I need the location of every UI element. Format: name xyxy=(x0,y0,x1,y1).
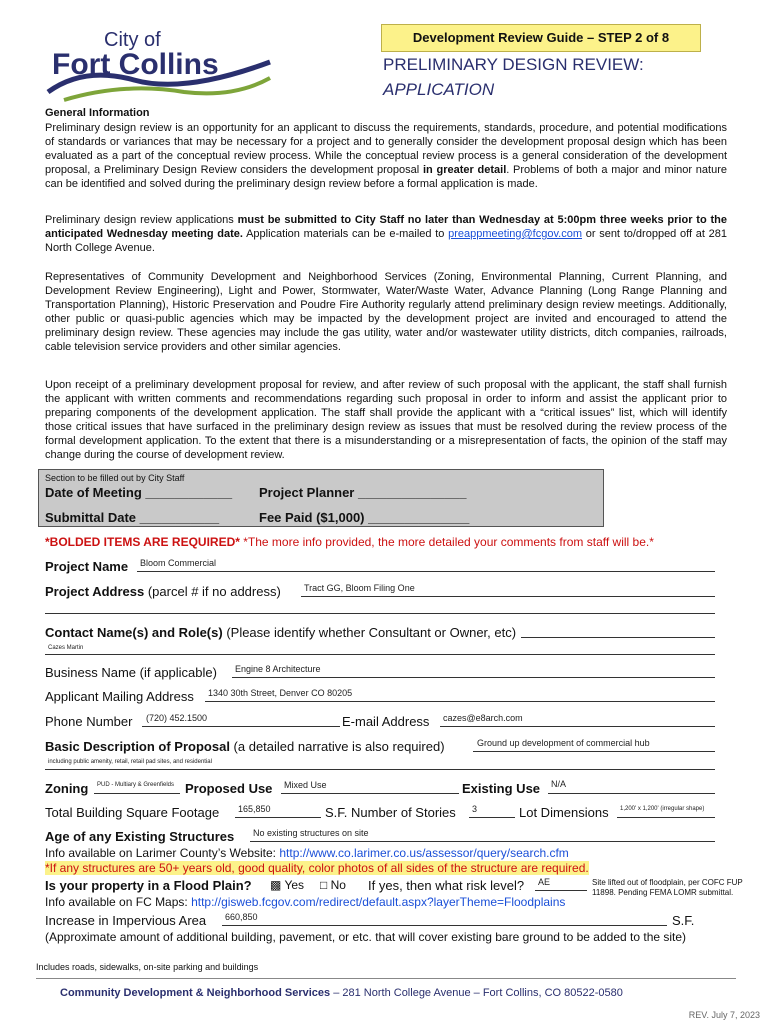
p2-bold: must be submitted to City Staff no later than Wednesday at 5:00pm three weeks prior to the anticipated Wednesday meeting date. xyxy=(45,214,727,240)
email-input[interactable] xyxy=(440,726,715,727)
flood-note: Site lifted out of floodplain, per COFC FUP 11898. Pending FEMA LOMR submittal. xyxy=(592,878,743,897)
existing-use-label-text: Existing Use xyxy=(462,781,541,796)
impervious-label: Increase in Impervious Area xyxy=(45,913,207,928)
p2-text-a: Preliminary design review applications xyxy=(45,214,238,226)
project-address-label xyxy=(45,584,281,599)
mailing-address-label: Applicant Mailing Address xyxy=(45,689,194,704)
risk-level-label: If yes, then what risk level? xyxy=(368,878,525,893)
contact-label-text: Contact Name(s) and Role(s) xyxy=(45,625,223,640)
proposed-use-label xyxy=(185,781,272,796)
project-address-input-2[interactable] xyxy=(45,613,715,614)
staff-section xyxy=(38,469,604,527)
existing-use-value: N/A xyxy=(551,779,567,789)
sqft-label: Total Building Square Footage xyxy=(45,805,220,820)
impervious-unit: S.F. xyxy=(672,913,695,928)
lot-dimensions-label: Lot Dimensions xyxy=(519,805,609,820)
business-name-input[interactable] xyxy=(232,677,715,678)
email-link[interactable]: preappmeeting@fcgov.com xyxy=(448,228,582,240)
description-label-text: Basic Description of Proposal xyxy=(45,739,230,754)
sqft-value: 165,850 xyxy=(238,804,271,814)
lot-dimensions-input[interactable] xyxy=(617,817,715,818)
p2-text-d: or sent to/dropped off at 281 North College Avenue. xyxy=(45,228,727,254)
project-planner-field[interactable]: Project Planner _______________ xyxy=(259,485,467,500)
email-value: cazes@e8arch.com xyxy=(443,713,523,723)
mailing-address-input[interactable] xyxy=(205,701,715,702)
footer-note: Includes roads, sidewalks, on-site parking and buildings xyxy=(36,962,259,972)
page-subtitle: APPLICATION xyxy=(383,80,495,99)
submittal-date-field[interactable]: Submittal Date ___________ xyxy=(45,510,220,525)
stories-label: S.F. Number of Stories xyxy=(325,805,456,820)
p1-text-a: Preliminary design review is an opportunity for an applicant to discuss the requirements, standards, procedure, and potential modifications of standards or variances that may be necessary for a project and to generally consider the development proposal design which has been evaluated as a part of the conceptual review process. While the conceptual review process is a general consideration of the development proposal, a Preliminary Design Review considers the development proposal xyxy=(45,122,727,176)
email-label: E-mail Address xyxy=(342,714,430,729)
project-address-input[interactable] xyxy=(301,596,715,597)
flood-plain-label xyxy=(45,878,252,893)
required-rest: *The more info provided, the more detailed your comments from staff will be.* xyxy=(239,535,654,549)
p2-text-c: Application materials can be e-mailed to xyxy=(242,228,449,240)
phone-input[interactable] xyxy=(142,726,340,727)
required-note xyxy=(45,535,654,549)
larimer-link[interactable]: http://www.co.larimer.co.us/assessor/query/search.cfm xyxy=(279,846,569,860)
fee-paid-field[interactable]: Fee Paid ($1,000) ______________ xyxy=(259,510,470,525)
age-label xyxy=(45,829,234,844)
zoning-value: PUD - Multiary & Greenfields xyxy=(97,782,175,788)
impervious-value: 660,850 xyxy=(225,912,258,922)
logo-line2: Fort Collins xyxy=(52,48,219,81)
required-bold: *BOLDED ITEMS ARE REQUIRED* xyxy=(45,535,240,549)
flood-no-option[interactable] xyxy=(320,878,346,892)
staff-caption: Section to be filled out by City Staff xyxy=(45,473,185,483)
general-paragraph-2 xyxy=(45,213,727,255)
revision-date: REV. July 7, 2023 xyxy=(688,1010,760,1020)
checked-box-icon: ▩ xyxy=(270,878,282,892)
risk-level-value: AE xyxy=(538,877,551,887)
impervious-input[interactable] xyxy=(222,925,667,926)
description-value: Ground up development of commercial hub xyxy=(477,738,650,748)
fc-maps-link[interactable]: http://gisweb.fcgov.com/redirect/default.aspx?layerTheme=Floodplains xyxy=(191,895,566,909)
footer-address xyxy=(60,987,623,999)
zoning-input[interactable] xyxy=(94,793,180,794)
zoning-label-text: Zoning xyxy=(45,781,89,796)
description-input-2[interactable] xyxy=(45,769,715,770)
proposed-use-value: Mixed Use xyxy=(284,780,327,790)
project-name-label-text: Project Name xyxy=(45,559,129,574)
step-banner: Development Review Guide – STEP 2 of 8 xyxy=(381,24,701,52)
general-paragraph-3: Representatives of Community Development and Neighborhood Services (Zoning, Environmental Planning, Current Planning, and Development Review Engineering), Light and Power, Stormwater, Water/Waste Water, Advance Planning (Long Range Planning and Transportation Planning), Historic Preservation and Poudre Fire Authority regularly attend preliminary design review meetings. Additionally, other public or quasi-public agencies which may be impacted by the development project are invited and encouraged to attend the preliminary design review. These agencies may include the gas utility, water and/or wastewater utility districts, ditch companies, railroads, cable television service providers and other similar agencies. xyxy=(45,271,727,353)
p1-bold: in greater detail xyxy=(422,164,507,176)
city-logo xyxy=(44,22,274,104)
p1-text-c: . Problems of both a major and minor nature can be identified and solved during the preliminary design review before a formal application is made. xyxy=(45,164,727,190)
lot-dimensions-value: 1,200' x 1,200' (irregular shape) xyxy=(620,806,705,812)
larimer-info xyxy=(45,846,569,860)
flood-no-label: No xyxy=(327,878,346,892)
existing-use-input[interactable] xyxy=(548,793,715,794)
impervious-note: (Approximate amount of additional building, pavement, or etc. that will cover existing bare ground to be added to the site) xyxy=(45,930,687,944)
business-name-label: Business Name (if applicable) xyxy=(45,665,217,680)
project-address-paren: (parcel # if no address) xyxy=(144,584,281,599)
contact-label xyxy=(45,625,516,640)
description-input[interactable] xyxy=(473,751,715,752)
mailing-address-value: 1340 30th Street, Denver CO 80205 xyxy=(208,688,353,698)
flood-yes-label: Yes xyxy=(281,878,305,892)
zoning-label xyxy=(45,781,88,796)
fifty-years-note: *If any structures are 50+ years old, good quality, color photos of all sides of the structure are required. xyxy=(45,861,589,875)
flood-plain-label-text: Is your property in a Flood Plain? xyxy=(45,878,252,893)
unchecked-box-icon: □ xyxy=(320,878,328,892)
description-paren: (a detailed narrative is also required) xyxy=(229,739,445,754)
project-name-input[interactable] xyxy=(137,571,715,572)
date-of-meeting-field[interactable]: Date of Meeting ____________ xyxy=(45,485,233,500)
project-name-label xyxy=(45,559,128,574)
general-paragraph-1 xyxy=(45,121,727,191)
fc-maps-info xyxy=(45,895,565,909)
description-label xyxy=(45,739,445,754)
general-info-heading: General Information xyxy=(45,107,150,119)
contact-paren: (Please identify whether Consultant or Owner, etc) xyxy=(222,625,517,640)
logo-line1: City of xyxy=(104,29,161,51)
proposed-use-label-text: Proposed Use xyxy=(185,781,273,796)
proposed-use-input[interactable] xyxy=(281,793,459,794)
footer-dept: Community Development & Neighborhood Services xyxy=(60,987,331,999)
stories-value: 3 xyxy=(472,804,478,814)
stories-input[interactable] xyxy=(469,817,515,818)
contact-input-2[interactable] xyxy=(45,654,715,655)
existing-use-label xyxy=(462,781,540,796)
footer-divider xyxy=(36,978,736,979)
page-title: PRELIMINARY DESIGN REVIEW: xyxy=(383,55,644,74)
project-address-label-text: Project Address xyxy=(45,584,145,599)
contact-input[interactable] xyxy=(521,637,715,638)
phone-value: (720) 452.1500 xyxy=(146,713,208,723)
general-paragraph-4: Upon receipt of a preliminary development proposal for review, and after review of such proposal with the applicant, the staff shall furnish the applicant with written comments and recommendations regarding such proposal in order to inform and assist the applicant prior to preparing components of the development application. The staff shall provide the applicant with a “critical issues” list, which will identify those critical issues that have surfaced in the preliminary design review as issues that must be resolved during the review process of the formal development application. To the extent that there is a misunderstanding or a misrepresentation of facts, the opinion of the staff may change during the course of development review. xyxy=(45,379,727,461)
age-input[interactable] xyxy=(250,841,715,842)
sqft-input[interactable] xyxy=(235,817,321,818)
age-label-text: Age of any Existing Structures xyxy=(45,829,235,844)
phone-label: Phone Number xyxy=(45,714,133,729)
description-value-2: including public amenity, retail, retail pad sites, and residential xyxy=(48,759,212,765)
city-logo-graphic xyxy=(44,22,274,104)
fc-maps-text: Info available on FC Maps: xyxy=(45,895,192,909)
risk-level-input[interactable] xyxy=(535,890,587,891)
age-value: No existing structures on site xyxy=(253,828,369,838)
footer-addr-text: – 281 North College Avenue – Fort Collins, CO 80522-0580 xyxy=(330,987,623,999)
project-name-value: Bloom Commercial xyxy=(140,558,217,568)
project-address-value: Tract GG, Bloom Filing One xyxy=(304,583,415,593)
contact-value: Cazes Martin xyxy=(48,645,84,651)
larimer-text: Info available on Larimer County’s Website: xyxy=(45,846,280,860)
business-name-value: Engine 8 Architecture xyxy=(235,664,321,674)
flood-yes-option[interactable] xyxy=(270,878,304,892)
